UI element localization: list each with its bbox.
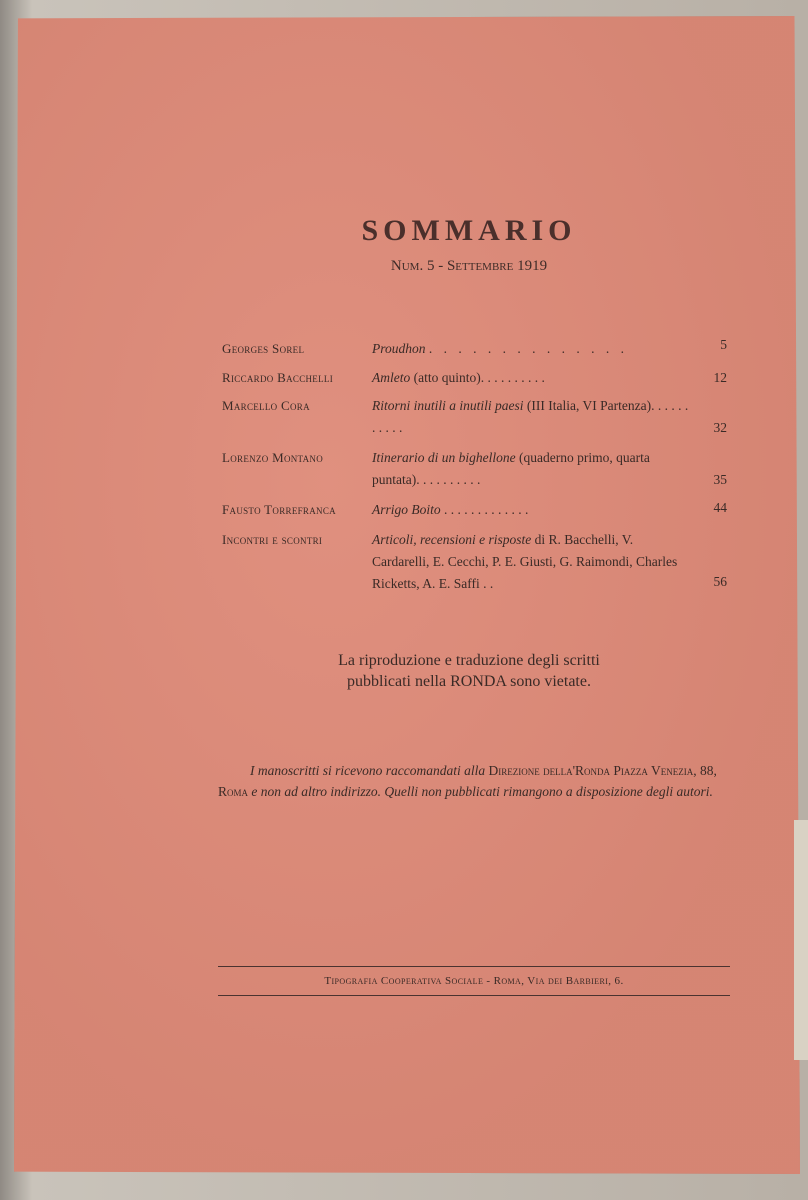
toc-work-title: Proudhon . . . . . . . . . . . . . . — [372, 341, 628, 356]
toc-page-number: 12 — [713, 370, 727, 385]
toc-work-title: Articoli, recensioni e risposte di R. Bacchelli, V. Cardarelli, E. Cecchi, P. E. Giusti, G. Raimondi, Charles Ricketts, A. E. Saffi . . — [372, 532, 678, 591]
manuscripts-text: e non ad altro indirizzo. Quelli non pubblicati rimangono a disposizione degli autori. — [248, 784, 713, 799]
table-of-contents-title: SOMMARIO — [361, 214, 577, 247]
copyright-notice — [0, 650, 808, 692]
toc-page-number: 56 — [713, 574, 727, 589]
table-of-contents — [222, 338, 727, 597]
toc-author: Marcello Cora — [222, 398, 310, 413]
issue-number-date: Num. 5 - Settembre 1919 — [390, 258, 548, 274]
toc-page-number: 5 — [720, 337, 727, 352]
manuscripts-notice — [218, 760, 730, 802]
toc-author: Riccardo Bacchelli — [222, 370, 333, 385]
manuscripts-text: I manoscritti si ricevono raccomandati alla — [250, 763, 489, 778]
torn-spine-edge — [794, 820, 808, 1060]
footer-bottom-rule — [218, 995, 730, 996]
toc-page-number: 44 — [713, 500, 727, 515]
toc-page-number: 35 — [713, 472, 727, 487]
toc-entry — [222, 338, 727, 362]
toc-entry — [222, 395, 727, 441]
toc-page-number: 32 — [713, 420, 727, 435]
toc-work-title: Itinerario di un bighellone (quaderno primo, quarta puntata). . . . . . . . . . — [372, 450, 650, 487]
toc-author: Georges Sorel — [222, 341, 305, 356]
toc-entry — [222, 367, 727, 395]
editorial-address: Direzione della'Ronda Piazza Venezia, 88, Roma — [218, 763, 717, 799]
toc-work-title: Ritorni inutili a inutili paesi (III Italia, VI Partenza). . . . . . . . . . . — [372, 398, 689, 435]
toc-entry — [222, 447, 727, 493]
toc-entry — [222, 529, 727, 597]
toc-author: Fausto Torrefranca — [222, 502, 336, 517]
toc-author: Lorenzo Montano — [222, 450, 324, 465]
toc-entry — [222, 499, 727, 523]
footer-top-rule — [218, 966, 730, 967]
toc-work-title: Amleto (atto quinto). . . . . . . . . . — [372, 370, 545, 385]
toc-work-title: Arrigo Boito . . . . . . . . . . . . . — [372, 502, 529, 517]
copyright-notice-line: pubblicati nella RONDA sono vietate. — [347, 673, 591, 690]
copyright-notice-line: La riproduzione e traduzione degli scritti — [338, 652, 600, 669]
printer-imprint: Tipografia Cooperativa Sociale - Roma, Via dei Barbieri, 6. — [324, 975, 624, 987]
toc-author: Incontri e scontri — [222, 532, 323, 547]
